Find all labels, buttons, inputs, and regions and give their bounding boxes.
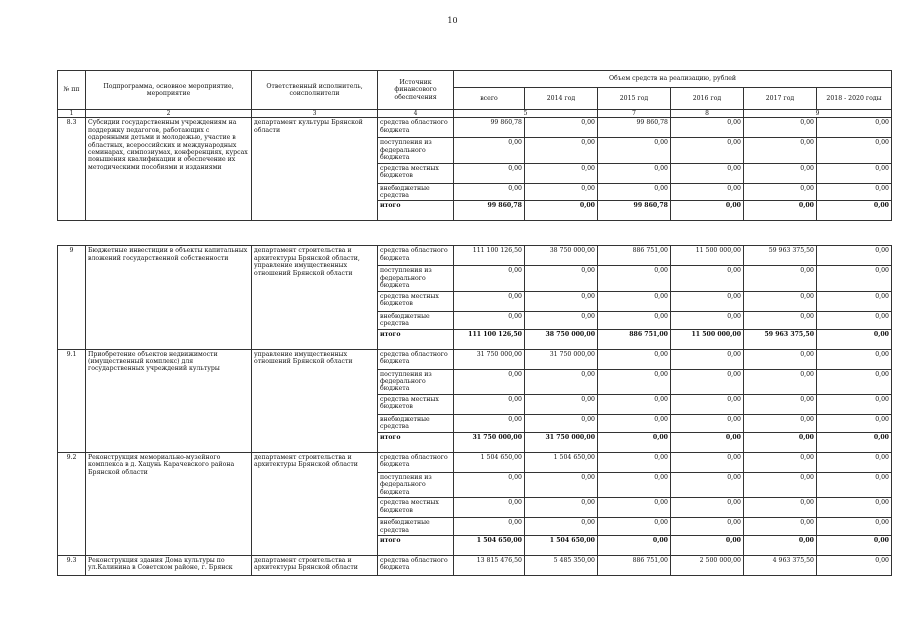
amount-cell: 0,00 xyxy=(598,349,671,369)
amount-cell: 0,00 xyxy=(598,535,671,555)
amount-cell: 0,00 xyxy=(817,183,892,201)
item-number: 9.1 xyxy=(58,349,86,452)
amount-cell: 0,00 xyxy=(744,498,817,518)
amount-cell: 0,00 xyxy=(454,163,525,183)
item-program: Реконструкция мемориально-музейного комплекса в д. Хацунь Карачевского района Брянской области xyxy=(86,452,252,555)
amount-cell: 0,00 xyxy=(598,452,671,472)
amount-cell: 0,00 xyxy=(744,201,817,221)
amount-cell: 886 751,00 xyxy=(598,329,671,349)
amount-cell: 0,00 xyxy=(454,291,525,311)
amount-cell: 0,00 xyxy=(598,472,671,497)
amount-cell: 0,00 xyxy=(817,291,892,311)
amount-cell: 38 750 000,00 xyxy=(525,246,598,266)
col-source-header: Источник финансового обеспечения xyxy=(378,71,454,110)
amount-cell: 0,00 xyxy=(525,163,598,183)
amount-cell: 0,00 xyxy=(671,535,744,555)
amount-cell: 0,00 xyxy=(598,369,671,394)
amount-cell: 99 860,78 xyxy=(454,201,525,221)
item-program: Реконструкция здания Дома культуры по ул.Калинина в Советском районе, г. Брянск xyxy=(86,555,252,575)
amount-cell: 0,00 xyxy=(744,452,817,472)
amount-cell: 0,00 xyxy=(744,518,817,536)
year-header: 2014 год xyxy=(525,88,598,110)
amount-cell: 0,00 xyxy=(671,394,744,414)
funding-source: внебюджетные средства xyxy=(378,311,454,329)
amount-cell: 0,00 xyxy=(598,432,671,452)
col-program-header: Подпрограмма, основное мероприятие, мероприятие xyxy=(86,71,252,110)
amount-cell: 886 751,00 xyxy=(598,246,671,266)
column-index: 8 xyxy=(671,110,744,118)
page-number: 10 xyxy=(447,16,458,25)
amount-cell: 31 750 000,00 xyxy=(525,349,598,369)
amount-cell: 0,00 xyxy=(598,311,671,329)
amount-cell: 0,00 xyxy=(598,266,671,291)
amount-cell: 0,00 xyxy=(671,369,744,394)
amount-cell: 0,00 xyxy=(671,291,744,311)
amount-cell: 0,00 xyxy=(817,452,892,472)
amount-cell: 0,00 xyxy=(525,183,598,201)
amount-cell: 0,00 xyxy=(817,498,892,518)
amount-cell: 0,00 xyxy=(817,369,892,394)
amount-cell: 0,00 xyxy=(454,311,525,329)
funding-source: средства областного бюджета xyxy=(378,452,454,472)
col-no-header: № пп xyxy=(58,71,86,110)
funding-source: итого xyxy=(378,535,454,555)
amount-cell: 5 485 350,00 xyxy=(525,555,598,575)
table-row xyxy=(58,349,892,369)
amount-cell: 0,00 xyxy=(817,138,892,163)
funding-source: итого xyxy=(378,201,454,221)
funding-source: средства местных бюджетов xyxy=(378,394,454,414)
funding-table xyxy=(57,70,892,576)
item-executor: департамент строительства и архитектуры Брянской области xyxy=(252,555,378,575)
year-header: 2015 год xyxy=(598,88,671,110)
amount-cell: 0,00 xyxy=(454,414,525,432)
amount-cell: 0,00 xyxy=(671,498,744,518)
amount-cell: 1 504 650,00 xyxy=(454,452,525,472)
year-header: 2017 год xyxy=(744,88,817,110)
amount-cell: 0,00 xyxy=(744,183,817,201)
amount-cell: 99 860,78 xyxy=(598,118,671,138)
amount-cell: 0,00 xyxy=(525,291,598,311)
col-executor-header: Ответственный исполнитель, соисполнители xyxy=(252,71,378,110)
funding-source: средства областного бюджета xyxy=(378,246,454,266)
amount-cell: 0,00 xyxy=(817,118,892,138)
funding-source: средства областного бюджета xyxy=(378,555,454,575)
amount-cell: 0,00 xyxy=(671,311,744,329)
amount-cell: 0,00 xyxy=(598,394,671,414)
funding-source: средства областного бюджета xyxy=(378,349,454,369)
amount-cell: 0,00 xyxy=(817,414,892,432)
column-index: 9 xyxy=(744,110,892,118)
amount-cell: 0,00 xyxy=(454,138,525,163)
amount-cell: 0,00 xyxy=(744,349,817,369)
amount-cell: 11 500 000,00 xyxy=(671,246,744,266)
column-index: 7 xyxy=(598,110,671,118)
spacer-row xyxy=(58,221,892,246)
column-index: 1 xyxy=(58,110,86,118)
item-executor: департамент строительства и архитектуры Брянской области xyxy=(252,452,378,555)
amount-cell: 4 963 375,50 xyxy=(744,555,817,575)
funding-source: поступления из федерального бюджета xyxy=(378,369,454,394)
item-program: Приобретение объектов недвижимости (имущественный комплекс) для государственных учреждений культуры xyxy=(86,349,252,452)
table-body xyxy=(58,118,892,576)
column-index: 2 xyxy=(86,110,252,118)
amount-cell: 111 100 126,50 xyxy=(454,246,525,266)
amount-cell: 0,00 xyxy=(454,498,525,518)
funding-source: средства местных бюджетов xyxy=(378,498,454,518)
amount-cell: 0,00 xyxy=(671,452,744,472)
amount-cell: 0,00 xyxy=(454,518,525,536)
year-header: всего xyxy=(454,88,525,110)
funding-source: внебюджетные средства xyxy=(378,414,454,432)
amount-cell: 99 860,78 xyxy=(454,118,525,138)
item-number: 9.2 xyxy=(58,452,86,555)
amount-cell: 99 860,78 xyxy=(598,201,671,221)
table-row xyxy=(58,452,892,472)
amount-cell: 0,00 xyxy=(817,394,892,414)
amount-cell: 0,00 xyxy=(744,472,817,497)
item-number: 8.3 xyxy=(58,118,86,221)
item-program: Бюджетные инвестиции в объекты капитальных вложений государственной собственности xyxy=(86,246,252,349)
amount-cell: 0,00 xyxy=(744,118,817,138)
item-program: Субсидии государственным учреждениям на поддержку педагогов, работающих с одаренными детьми и молодежью, участие в областных, всероссийских и международных семинарах, симпозиумах, конференциях, курсах повышения квалификации и обеспечение их методическими пособиями и изданиями xyxy=(86,118,252,221)
amount-cell: 0,00 xyxy=(817,311,892,329)
amount-cell: 0,00 xyxy=(525,138,598,163)
amount-cell: 0,00 xyxy=(525,472,598,497)
amount-cell: 0,00 xyxy=(671,138,744,163)
amount-cell: 0,00 xyxy=(671,414,744,432)
amount-cell: 0,00 xyxy=(817,349,892,369)
column-index: 3 xyxy=(252,110,378,118)
table-row xyxy=(58,246,892,266)
amount-cell: 0,00 xyxy=(671,163,744,183)
funding-source: поступления из федерального бюджета xyxy=(378,138,454,163)
amount-cell: 0,00 xyxy=(817,266,892,291)
amount-cell: 0,00 xyxy=(817,555,892,575)
amount-cell: 13 815 476,50 xyxy=(454,555,525,575)
funding-source: средства местных бюджетов xyxy=(378,163,454,183)
amount-cell: 2 500 000,00 xyxy=(671,555,744,575)
column-index: 5 xyxy=(454,110,598,118)
funding-source: средства местных бюджетов xyxy=(378,291,454,311)
funding-source: поступления из федерального бюджета xyxy=(378,266,454,291)
amount-cell: 111 100 126,50 xyxy=(454,329,525,349)
amount-cell: 0,00 xyxy=(598,498,671,518)
funding-source: итого xyxy=(378,432,454,452)
amount-cell: 0,00 xyxy=(598,291,671,311)
amount-cell: 11 500 000,00 xyxy=(671,329,744,349)
amount-cell: 0,00 xyxy=(671,432,744,452)
amount-cell: 0,00 xyxy=(525,266,598,291)
amount-cell: 0,00 xyxy=(817,432,892,452)
item-executor: департамент культуры Брянской области xyxy=(252,118,378,221)
amount-cell: 0,00 xyxy=(454,183,525,201)
column-index: 4 xyxy=(378,110,454,118)
amount-cell: 0,00 xyxy=(671,201,744,221)
amount-cell: 0,00 xyxy=(525,369,598,394)
amount-cell: 0,00 xyxy=(525,498,598,518)
amount-cell: 0,00 xyxy=(817,163,892,183)
funding-source: внебюджетные средства xyxy=(378,518,454,536)
amount-cell: 0,00 xyxy=(454,266,525,291)
amount-cell: 0,00 xyxy=(744,414,817,432)
amount-cell: 0,00 xyxy=(744,311,817,329)
amount-cell: 0,00 xyxy=(454,394,525,414)
amount-cell: 59 963 375,50 xyxy=(744,246,817,266)
amount-cell: 0,00 xyxy=(598,138,671,163)
amount-cell: 0,00 xyxy=(525,518,598,536)
amount-cell: 31 750 000,00 xyxy=(525,432,598,452)
amount-cell: 0,00 xyxy=(671,118,744,138)
amount-cell: 886 751,00 xyxy=(598,555,671,575)
item-number: 9.3 xyxy=(58,555,86,575)
year-header: 2016 год xyxy=(671,88,744,110)
amount-cell: 0,00 xyxy=(744,394,817,414)
amount-cell: 0,00 xyxy=(744,369,817,394)
amount-cell: 0,00 xyxy=(671,518,744,536)
amount-cell: 0,00 xyxy=(598,183,671,201)
funding-source: итого xyxy=(378,329,454,349)
table-header xyxy=(58,71,892,118)
amount-cell: 0,00 xyxy=(454,369,525,394)
amount-cell: 0,00 xyxy=(671,349,744,369)
funding-source: поступления из федерального бюджета xyxy=(378,472,454,497)
amount-cell: 31 750 000,00 xyxy=(454,432,525,452)
amount-cell: 0,00 xyxy=(744,138,817,163)
amount-cell: 0,00 xyxy=(525,394,598,414)
amount-cell: 0,00 xyxy=(744,291,817,311)
amount-cell: 0,00 xyxy=(598,163,671,183)
table-row xyxy=(58,555,892,575)
spacer-cell xyxy=(58,221,892,246)
item-executor: управление имущественных отношений Брянской области xyxy=(252,349,378,452)
amount-cell: 31 750 000,00 xyxy=(454,349,525,369)
amount-cell: 0,00 xyxy=(671,472,744,497)
amount-cell: 0,00 xyxy=(817,329,892,349)
amount-cell: 1 504 650,00 xyxy=(525,535,598,555)
amount-cell: 0,00 xyxy=(744,163,817,183)
amount-cell: 38 750 000,00 xyxy=(525,329,598,349)
amount-cell: 0,00 xyxy=(817,518,892,536)
amount-cell: 0,00 xyxy=(817,535,892,555)
amount-cell: 0,00 xyxy=(817,472,892,497)
amount-cell: 1 504 650,00 xyxy=(525,452,598,472)
amount-cell: 0,00 xyxy=(525,414,598,432)
amount-cell: 0,00 xyxy=(598,518,671,536)
amount-cell: 0,00 xyxy=(671,266,744,291)
year-header: 2018 - 2020 годы xyxy=(817,88,892,110)
amount-cell: 0,00 xyxy=(525,201,598,221)
amount-cell: 0,00 xyxy=(744,535,817,555)
funding-source: средства областного бюджета xyxy=(378,118,454,138)
item-executor: департамент строительства и архитектуры Брянской области, управление имущественных отношений Брянской области xyxy=(252,246,378,349)
amount-cell: 0,00 xyxy=(671,183,744,201)
col-volume-header: Объем средств на реализацию, рублей xyxy=(454,71,892,88)
table-row xyxy=(58,118,892,138)
amount-cell: 59 963 375,50 xyxy=(744,329,817,349)
amount-cell: 0,00 xyxy=(817,201,892,221)
amount-cell: 0,00 xyxy=(525,118,598,138)
item-number: 9 xyxy=(58,246,86,349)
amount-cell: 0,00 xyxy=(598,414,671,432)
amount-cell: 0,00 xyxy=(454,472,525,497)
funding-source: внебюджетные средства xyxy=(378,183,454,201)
amount-cell: 0,00 xyxy=(744,432,817,452)
amount-cell: 0,00 xyxy=(817,246,892,266)
column-index-row xyxy=(58,110,892,118)
amount-cell: 0,00 xyxy=(744,266,817,291)
amount-cell: 1 504 650,00 xyxy=(454,535,525,555)
amount-cell: 0,00 xyxy=(525,311,598,329)
